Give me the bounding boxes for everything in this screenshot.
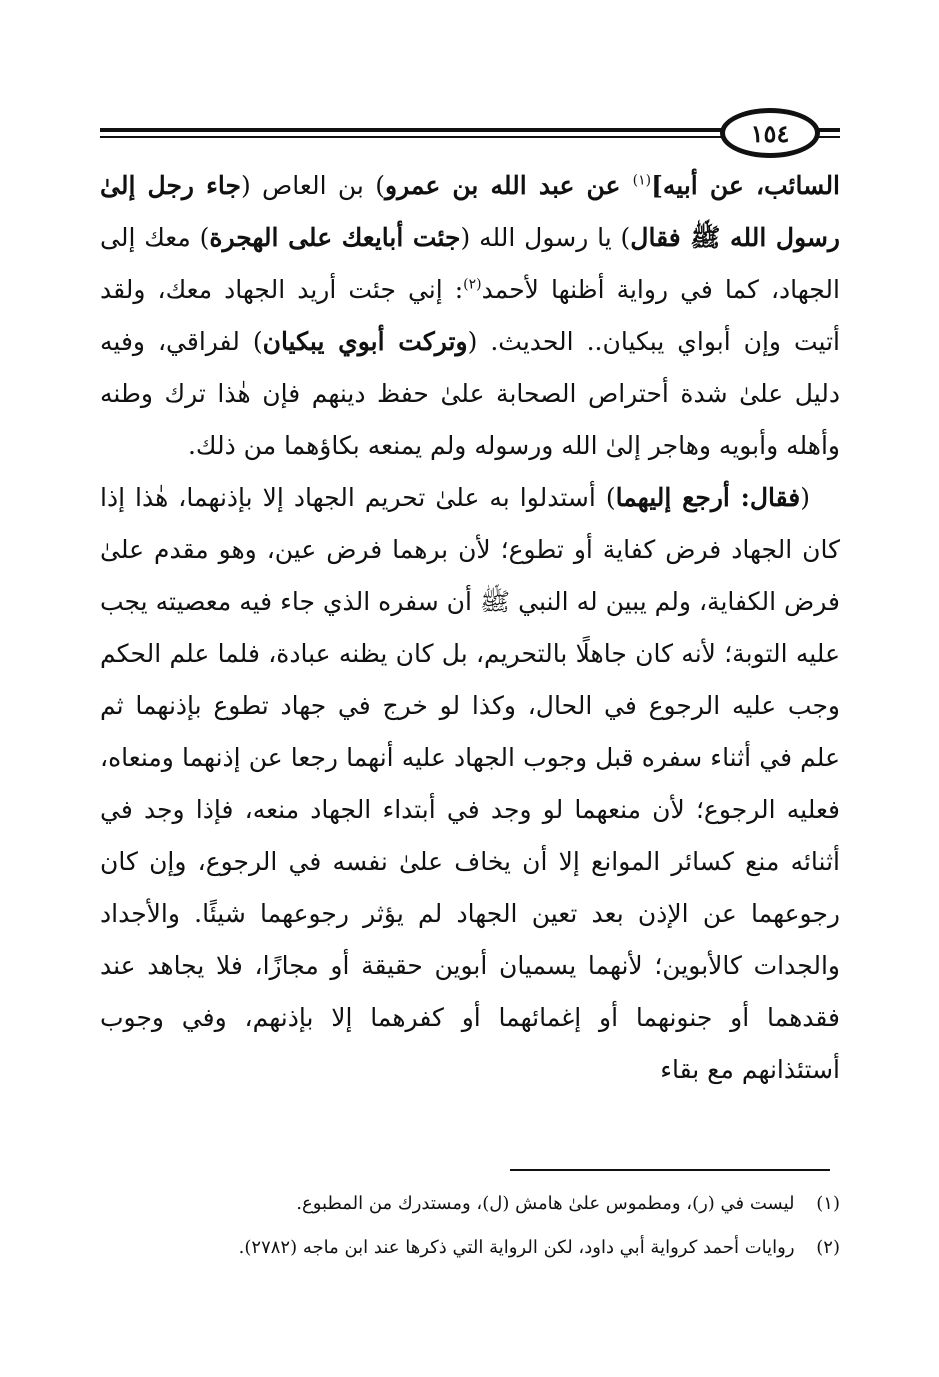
main-text xyxy=(100,160,840,1096)
footnote-separator xyxy=(510,1169,830,1171)
text-run: ) بن العاص ( xyxy=(240,171,385,200)
text-run: ) أستدلوا به علىٰ تحريم الجهاد إلا بإذنهما، هٰذا إذا كان الجهاد فرض كفاية أو تطوع؛ لأن برهما فرض عين، وهو مقدم علىٰ فرض الكفاية، ولم يبين له النبي ﷺ أن سفره الذي جاء فيه معصيته يجب عليه التوبة؛ لأنه كان جاهلًا بالتحريم، بل كان يظنه عبادة، فلما علم الحكم وجب عليه الرجوع في الحال، وكذا لو خرج في جهاد تطوع بإذنهما ثم علم في أثناء سفره قبل وجوب الجهاد عليه أنهما رجعا عن إذنهما ومنعاه، فعليه الرجوع؛ لأن منعهما لو وجد في أبتداء الجهاد منعه، فإذا وجد في أثنائه منع كسائر الموانع إلا أن يخاف علىٰ نفسه في الرجوع، وإن كان رجوعهما عن الإذن بعد تعين الجهاد لم يؤثر رجوعهما شيئًا. والأجداد والجدات كالأبوين؛ لأنهما يسميان أبوين حقيقة أو مجازًا، فلا يجاهد عند فقدهما أو جنونهما أو إغمائهما أو كفرهما إلا بإذنهم، وفي وجوب أستئذانهم مع بقاء xyxy=(100,483,840,1084)
paragraph-2 xyxy=(100,472,840,1096)
bold-text: جاء رجل إلىٰ رسول الله ﷺ فقال xyxy=(100,171,840,252)
page-number: ١٥٤ xyxy=(720,108,820,158)
text-run: ) يا رسول الله ( xyxy=(460,223,631,252)
bold-text: جئت أبايعك على الهجرة xyxy=(209,223,461,252)
footnote-text: روايات أحمد كرواية أبي داود، لكن الرواية التي ذكرها عند ابن ماجه (٢٧٨٢). xyxy=(238,1237,795,1258)
text-run: ) لفراقي، وفيه دليل علىٰ شدة أحتراص الصحابة علىٰ حفظ دينهم فإن هٰذا ترك وطنه وأهله وأبويه وهاجر إلىٰ الله ورسوله ولم يمنعه بكاؤهما من ذلك. xyxy=(100,327,840,460)
bold-text: وتركت أبوي يبكيان xyxy=(262,327,468,356)
footnote-number: (١) xyxy=(816,1193,840,1214)
footnotes xyxy=(100,1182,840,1270)
text-run: : إني جئت أريد الجهاد معك، ولقد أتيت وإن أبواي يبكيان.. الحديث. ( xyxy=(100,275,840,356)
paragraph-1 xyxy=(100,160,840,472)
page-header xyxy=(100,108,840,158)
footnote-text: ليست في (ر)، ومطموس علىٰ هامش (ل)، ومستدرك من المطبوع. xyxy=(296,1193,795,1214)
bold-text: عن عبد الله بن عمرو xyxy=(385,171,633,200)
bold-text: فقال: أرجع إليهما xyxy=(615,483,801,512)
text-run: ) معك إلى الجهاد، كما في رواية أظنها لأحمد xyxy=(100,223,840,304)
footnote-1 xyxy=(100,1182,840,1226)
footnote-ref: (٢) xyxy=(463,276,482,293)
footnote-ref: (١) xyxy=(632,172,652,189)
footnote-number: (٢) xyxy=(816,1237,840,1258)
text-run: ( xyxy=(800,483,810,512)
bold-text: السائب، عن أبيه] xyxy=(651,171,841,200)
footnote-2 xyxy=(100,1226,840,1270)
